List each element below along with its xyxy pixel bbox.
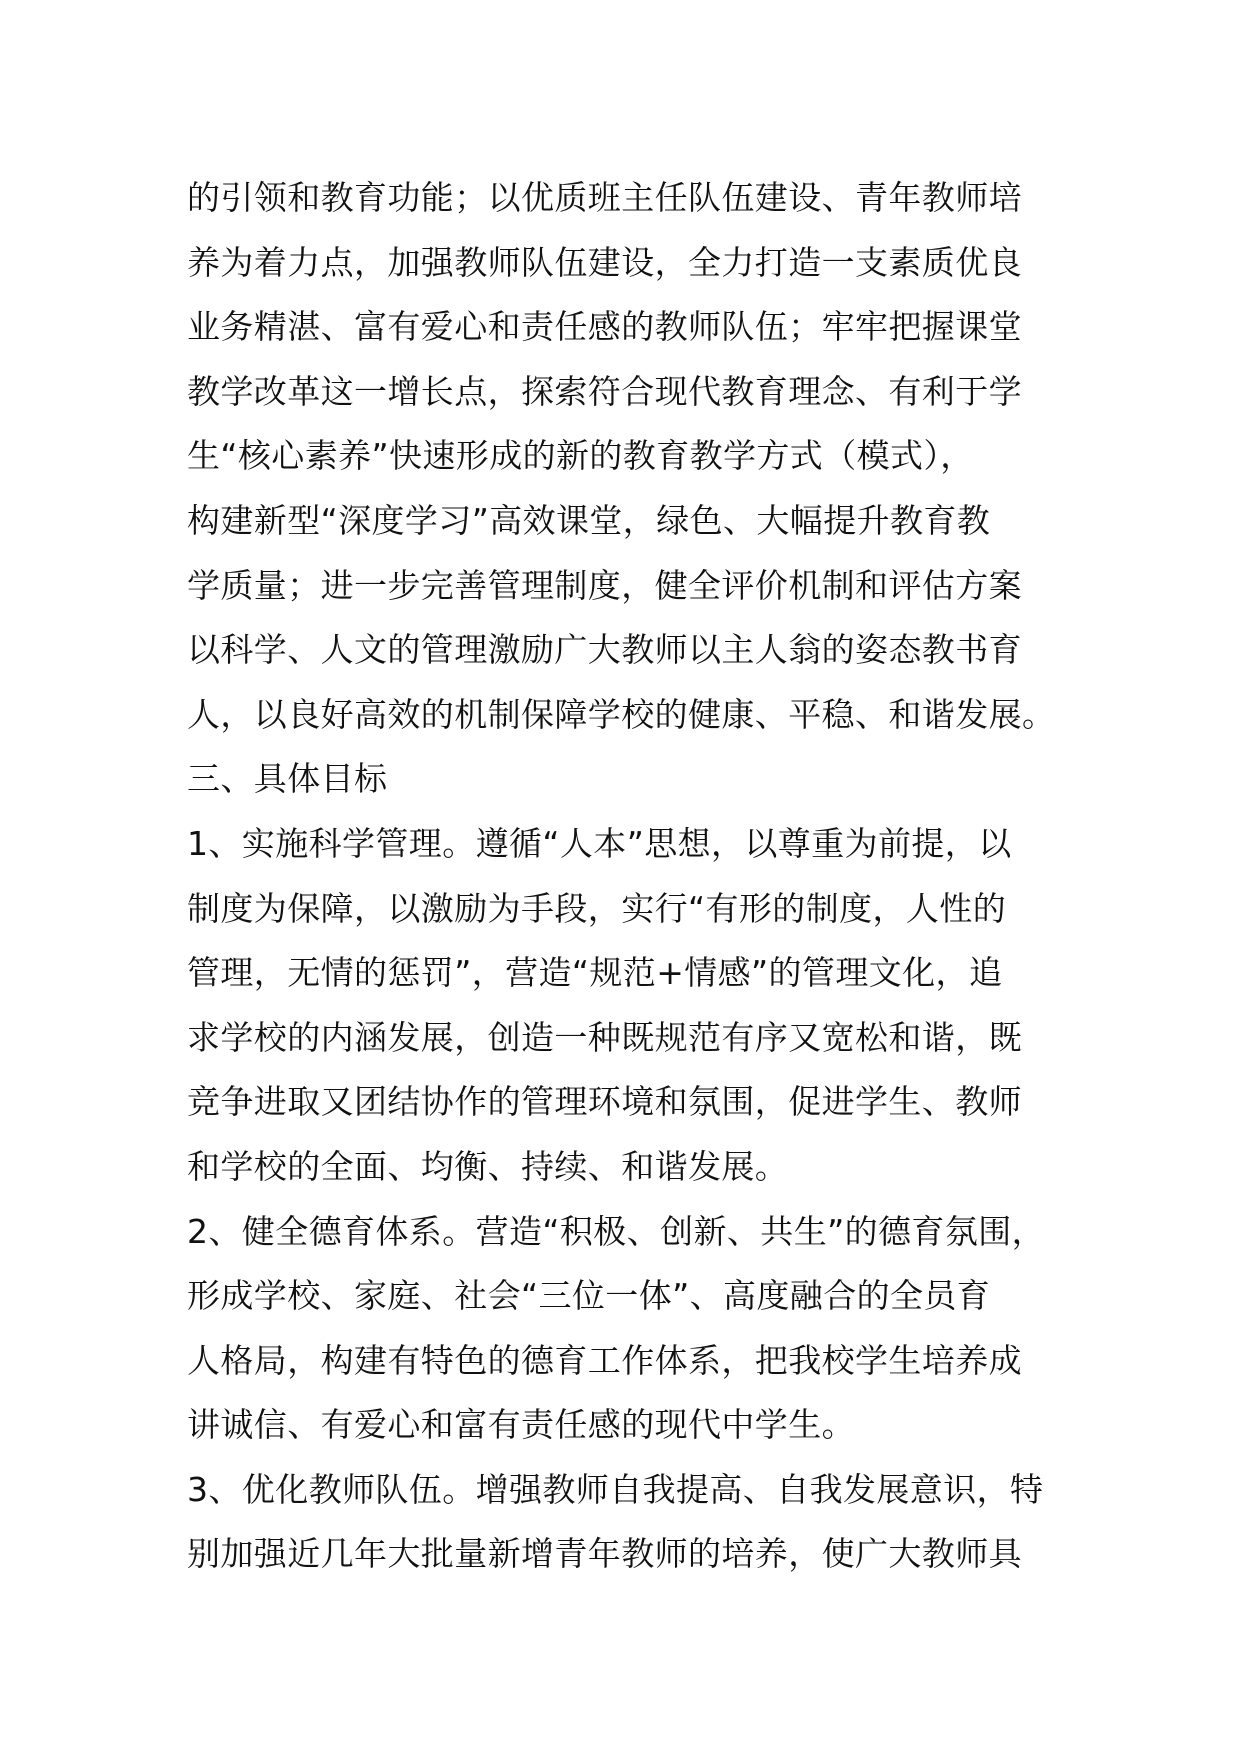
text-line: 竞争进取又团结协作的管理环境和氛围，促进学生、教师 <box>187 1082 1022 1122</box>
text-line: 和学校的全面、均衡、持续、和谐发展。 <box>187 1146 789 1186</box>
text-line: 2、健全德育体系。营造“积极、创新、共生”的德育氛围， <box>187 1211 1045 1251</box>
text-line: 求学校的内涵发展，创造一种既规范有序又宽松和谐，既 <box>187 1017 1022 1057</box>
text-line: 教学改革这一增长点，探索符合现代教育理念、有利于学 <box>187 371 1022 411</box>
text-line: 制度为保障，以激励为手段，实行“有形的制度，人性的 <box>187 888 1007 928</box>
text-line: 人格局，构建有特色的德育工作体系，把我校学生培养成 <box>187 1340 1022 1380</box>
text-line: 1、实施科学管理。遵循“人本”思想，以尊重为前提，以 <box>187 823 1012 863</box>
text-line: 形成学校、家庭、社会“三位一体”、高度融合的全员育 <box>187 1276 991 1316</box>
text-line: 别加强近几年大批量新增青年教师的培养，使广大教师具 <box>187 1534 1022 1574</box>
text-line: 养为着力点，加强教师队伍建设，全力打造一支素质优良 <box>187 242 1022 282</box>
text-line: 生“核心素养”快速形成的新的教育教学方式（模式）， <box>187 436 974 476</box>
text-line: 业务精湛、富有爱心和责任感的教师队伍；牢牢把握课堂 <box>187 307 1022 347</box>
text-line: 的引领和教育功能；以优质班主任队伍建设、青年教师培 <box>187 178 1022 217</box>
text-line: 3、优化教师队伍。增强教师自我提高、自我发展意识，特 <box>187 1469 1044 1509</box>
document-body <box>187 166 1087 1587</box>
text-line: 讲诚信、有爱心和富有责任感的现代中学生。 <box>187 1405 855 1445</box>
text-line: 人，以良好高效的机制保障学校的健康、平稳、和谐发展。 <box>187 694 1056 734</box>
text-line: 学质量；进一步完善管理制度，健全评价机制和评估方案 <box>187 565 1022 605</box>
text-line: 构建新型“深度学习”高效课堂，绿色、大幅提升教育教 <box>187 500 991 540</box>
text-line: 以科学、人文的管理激励广大教师以主人翁的姿态教书育 <box>187 630 1022 670</box>
text-line: 管理，无情的惩罚”，营造“规范+情感”的管理文化，追 <box>187 953 1003 993</box>
section-heading: 三、具体目标 <box>187 759 388 799</box>
